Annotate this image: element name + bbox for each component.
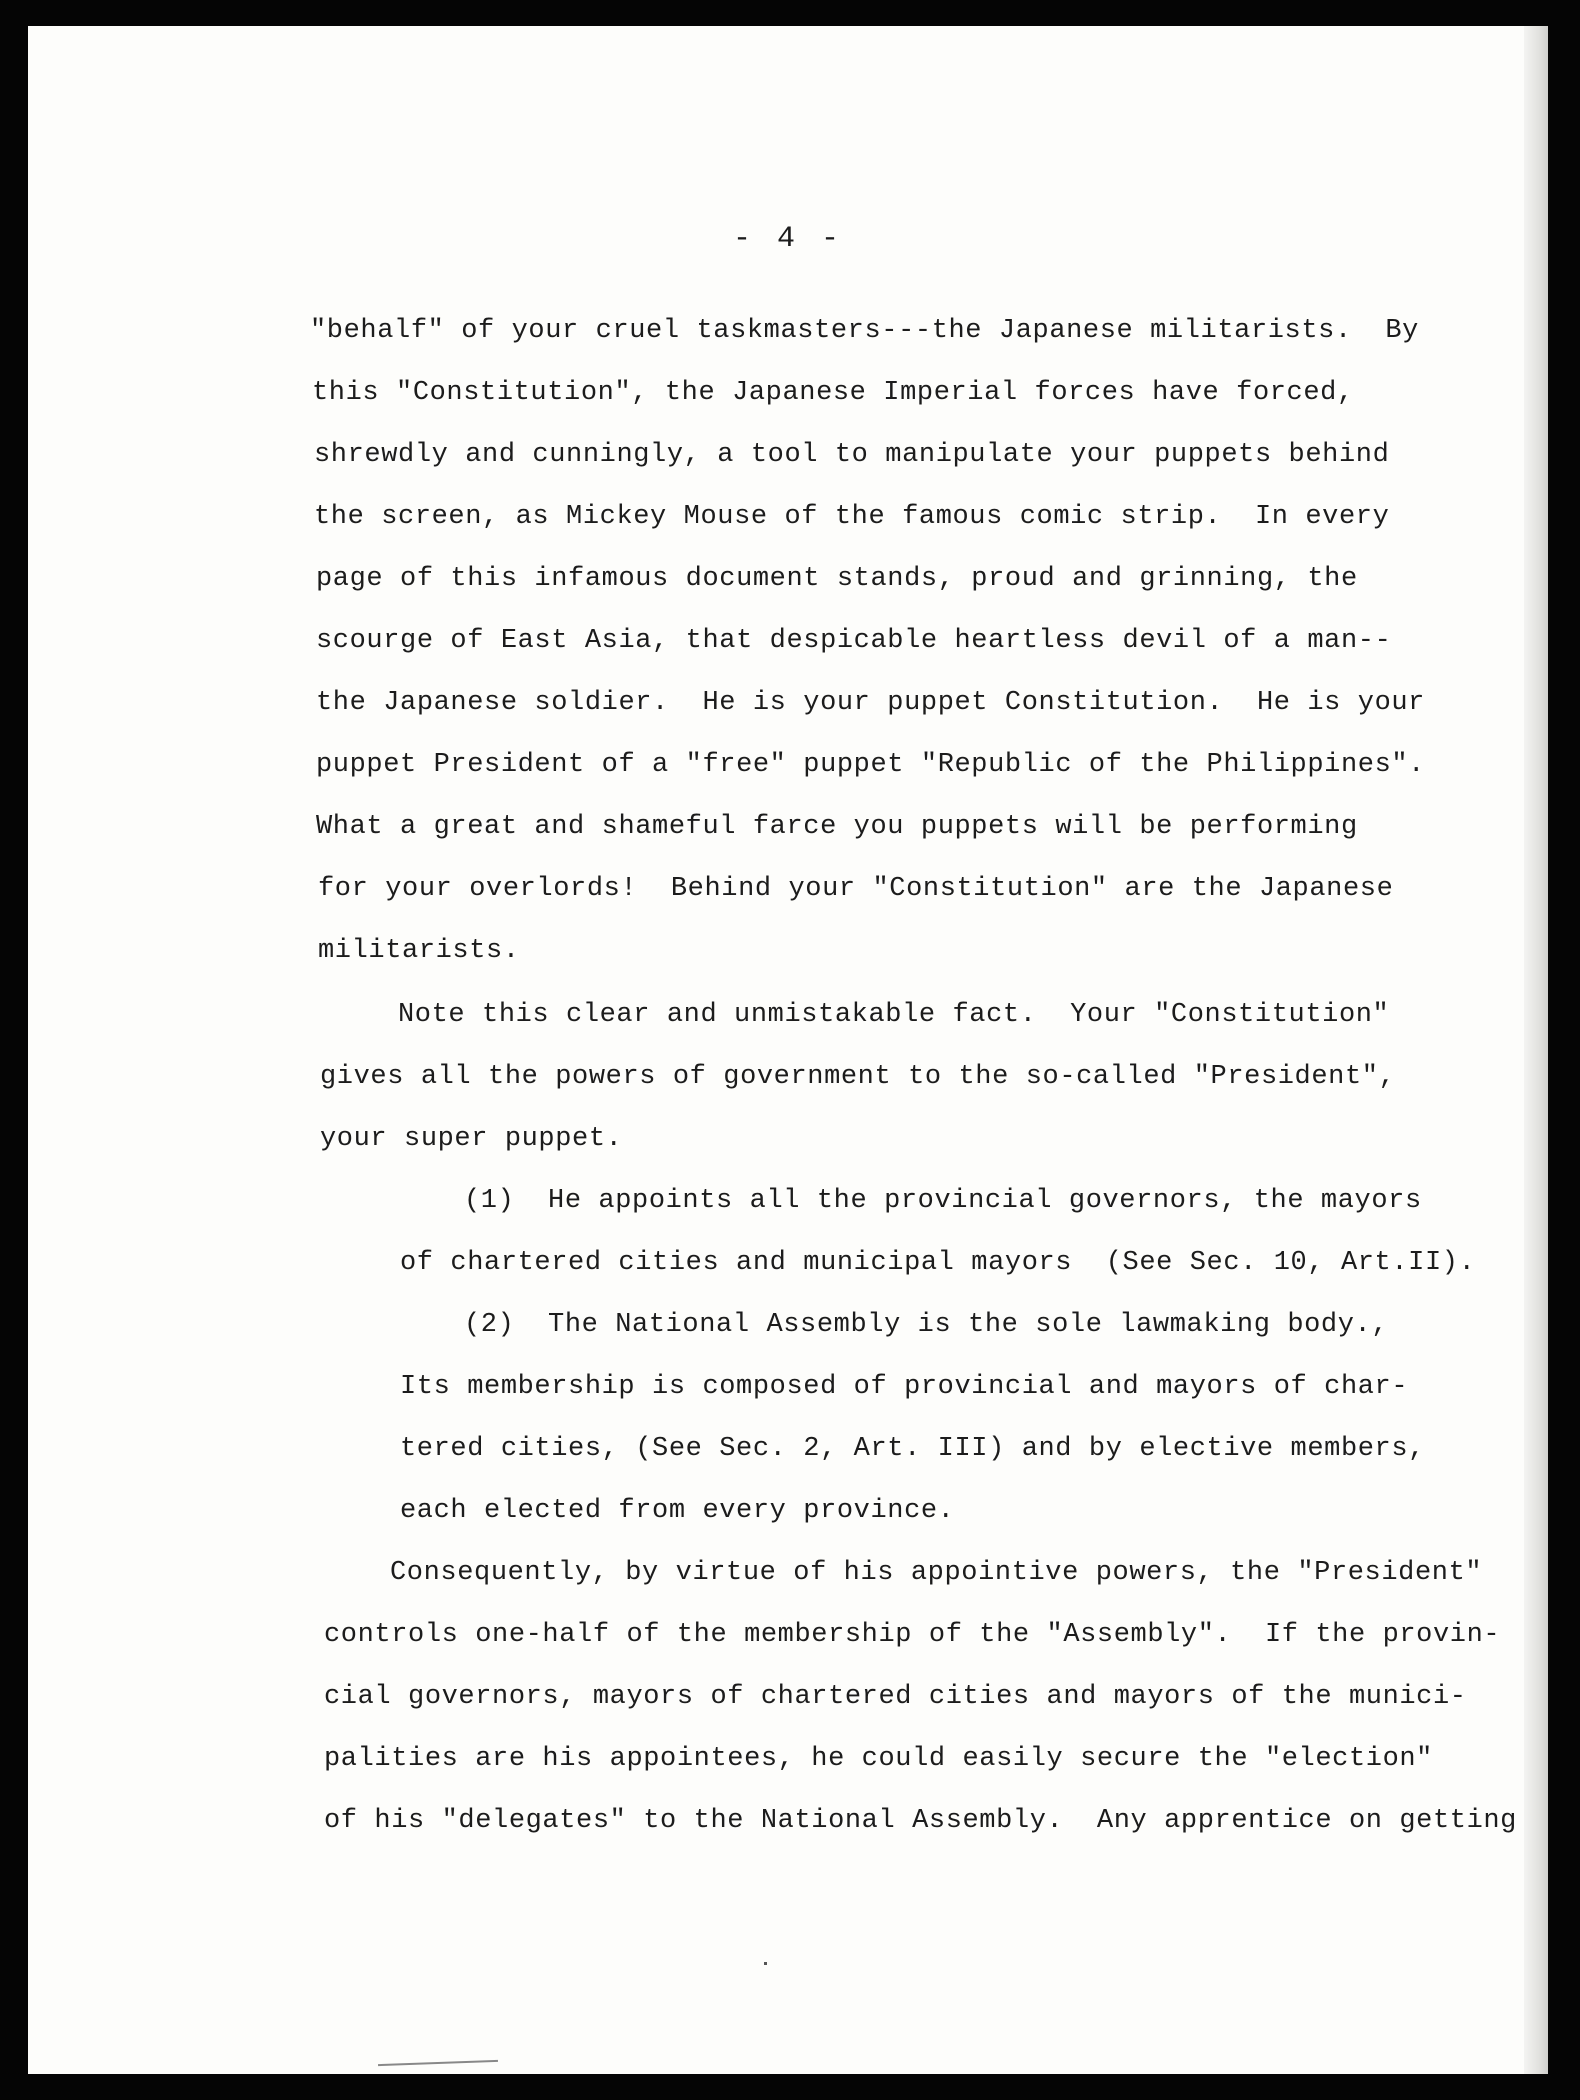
list-item-2-line: (2) The National Assembly is the sole lawmaking body.,: [464, 1310, 1389, 1340]
text-line: this "Constitution", the Japanese Imperial forces have forced,: [312, 378, 1354, 408]
list-item-1-line: of chartered cities and municipal mayors (See Sec. 10, Art.II).: [400, 1248, 1476, 1278]
scan-smudge: [378, 2060, 498, 2066]
list-item-2-line: tered cities, (See Sec. 2, Art. III) and by elective members,: [400, 1434, 1425, 1464]
text-line: for your overlords! Behind your "Constitution" are the Japanese: [318, 874, 1394, 904]
document-page: [28, 26, 1548, 2074]
text-line: gives all the powers of government to the so-called "President",: [320, 1062, 1396, 1092]
page-number: - 4 -: [732, 222, 843, 256]
text-line: page of this infamous document stands, proud and grinning, the: [316, 564, 1358, 594]
text-line: scourge of East Asia, that despicable heartless devil of a man--: [316, 626, 1392, 656]
text-line: your super puppet.: [320, 1124, 623, 1154]
text-line: controls one-half of the membership of the "Assembly". If the provin-: [324, 1620, 1501, 1650]
list-item-2-line: each elected from every province.: [400, 1496, 955, 1526]
text-line: the screen, as Mickey Mouse of the famous comic strip. In every: [314, 502, 1390, 532]
list-item-1-line: (1) He appoints all the provincial governors, the mayors: [464, 1186, 1422, 1216]
text-line: Consequently, by virtue of his appointive powers, the "President": [390, 1558, 1483, 1588]
text-line: militarists.: [318, 936, 520, 966]
text-line: Note this clear and unmistakable fact. Your "Constitution": [398, 1000, 1390, 1030]
text-line: shrewdly and cunningly, a tool to manipulate your puppets behind: [314, 440, 1390, 470]
text-line: puppet President of a "free" puppet "Republic of the Philippines".: [316, 750, 1425, 780]
ink-speck: [764, 1962, 767, 1965]
text-line: the Japanese soldier. He is your puppet Constitution. He is your: [316, 688, 1425, 718]
text-line: of his "delegates" to the National Assembly. Any apprentice on getting: [324, 1806, 1517, 1836]
text-line: "behalf" of your cruel taskmasters---the Japanese militarists. By: [310, 316, 1419, 346]
text-line: What a great and shameful farce you puppets will be performing: [316, 812, 1358, 842]
page-edge-shadow: [1524, 26, 1548, 2074]
list-item-2-line: Its membership is composed of provincial and mayors of char-: [400, 1372, 1409, 1402]
text-line: cial governors, mayors of chartered cities and mayors of the munici-: [324, 1682, 1467, 1712]
text-line: palities are his appointees, he could easily secure the "election": [324, 1744, 1433, 1774]
